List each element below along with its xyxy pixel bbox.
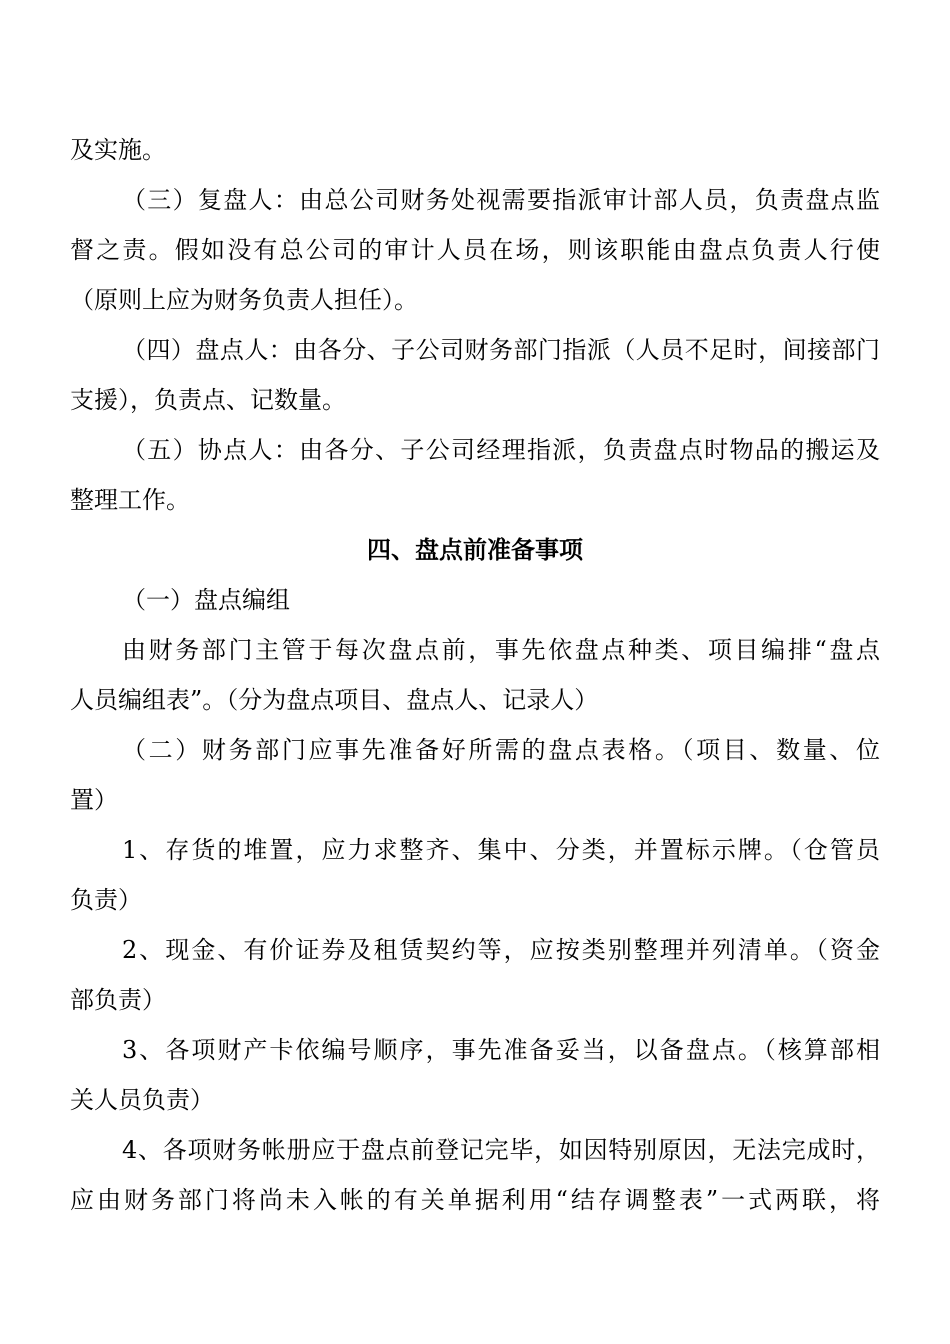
paragraph-line: 置） xyxy=(70,786,118,814)
paragraph-line: 支援），负责点、记数量。 xyxy=(70,386,346,414)
paragraph-line: 部负责） xyxy=(70,986,166,1014)
paragraph-line: 应由财务部门将尚未入帐的有关单据利用“结存调整表”一式两联，将 xyxy=(70,1186,880,1214)
paragraph-line: （原则上应为财务负责人担任）。 xyxy=(70,286,418,314)
paragraph-line: 负责） xyxy=(70,886,142,914)
paragraph-line: 及实施。 xyxy=(70,136,166,164)
paragraph-line: （三）复盘人：由总公司财务处视需要指派审计部人员，负责盘点监 xyxy=(122,186,880,214)
paragraph-line: 整理工作。 xyxy=(70,486,190,514)
paragraph-line: 关人员负责） xyxy=(70,1086,214,1114)
section-heading: 四、盘点前准备事项 xyxy=(367,536,583,564)
paragraph-line: （四）盘点人：由各分、子公司财务部门指派（人员不足时，间接部门 xyxy=(122,336,880,364)
paragraph-line: 1、存货的堆置，应力求整齐、集中、分类，并置标示牌。（仓管员 xyxy=(122,836,880,864)
paragraph-line: （五）协点人：由各分、子公司经理指派，负责盘点时物品的搬运及 xyxy=(122,436,880,464)
paragraph-line: 4、各项财务帐册应于盘点前登记完毕，如因特别原因，无法完成时， xyxy=(122,1136,880,1164)
paragraph-line: 督之责。假如没有总公司的审计人员在场，则该职能由盘点负责人行使 xyxy=(70,236,880,264)
paragraph-line: 2、现金、有价证券及租赁契约等，应按类别整理并列清单。（资金 xyxy=(122,936,880,964)
paragraph-line: （二）财务部门应事先准备好所需的盘点表格。（项目、数量、位 xyxy=(122,736,880,764)
paragraph-line: 人员编组表”。（分为盘点项目、盘点人、记录人） xyxy=(70,686,599,714)
paragraph-line: 由财务部门主管于每次盘点前，事先依盘点种类、项目编排“盘点 xyxy=(122,636,880,664)
subsection-heading: （一）盘点编组 xyxy=(122,586,290,614)
paragraph-line: 3、各项财产卡依编号顺序，事先准备妥当，以备盘点。（核算部相 xyxy=(122,1036,880,1064)
